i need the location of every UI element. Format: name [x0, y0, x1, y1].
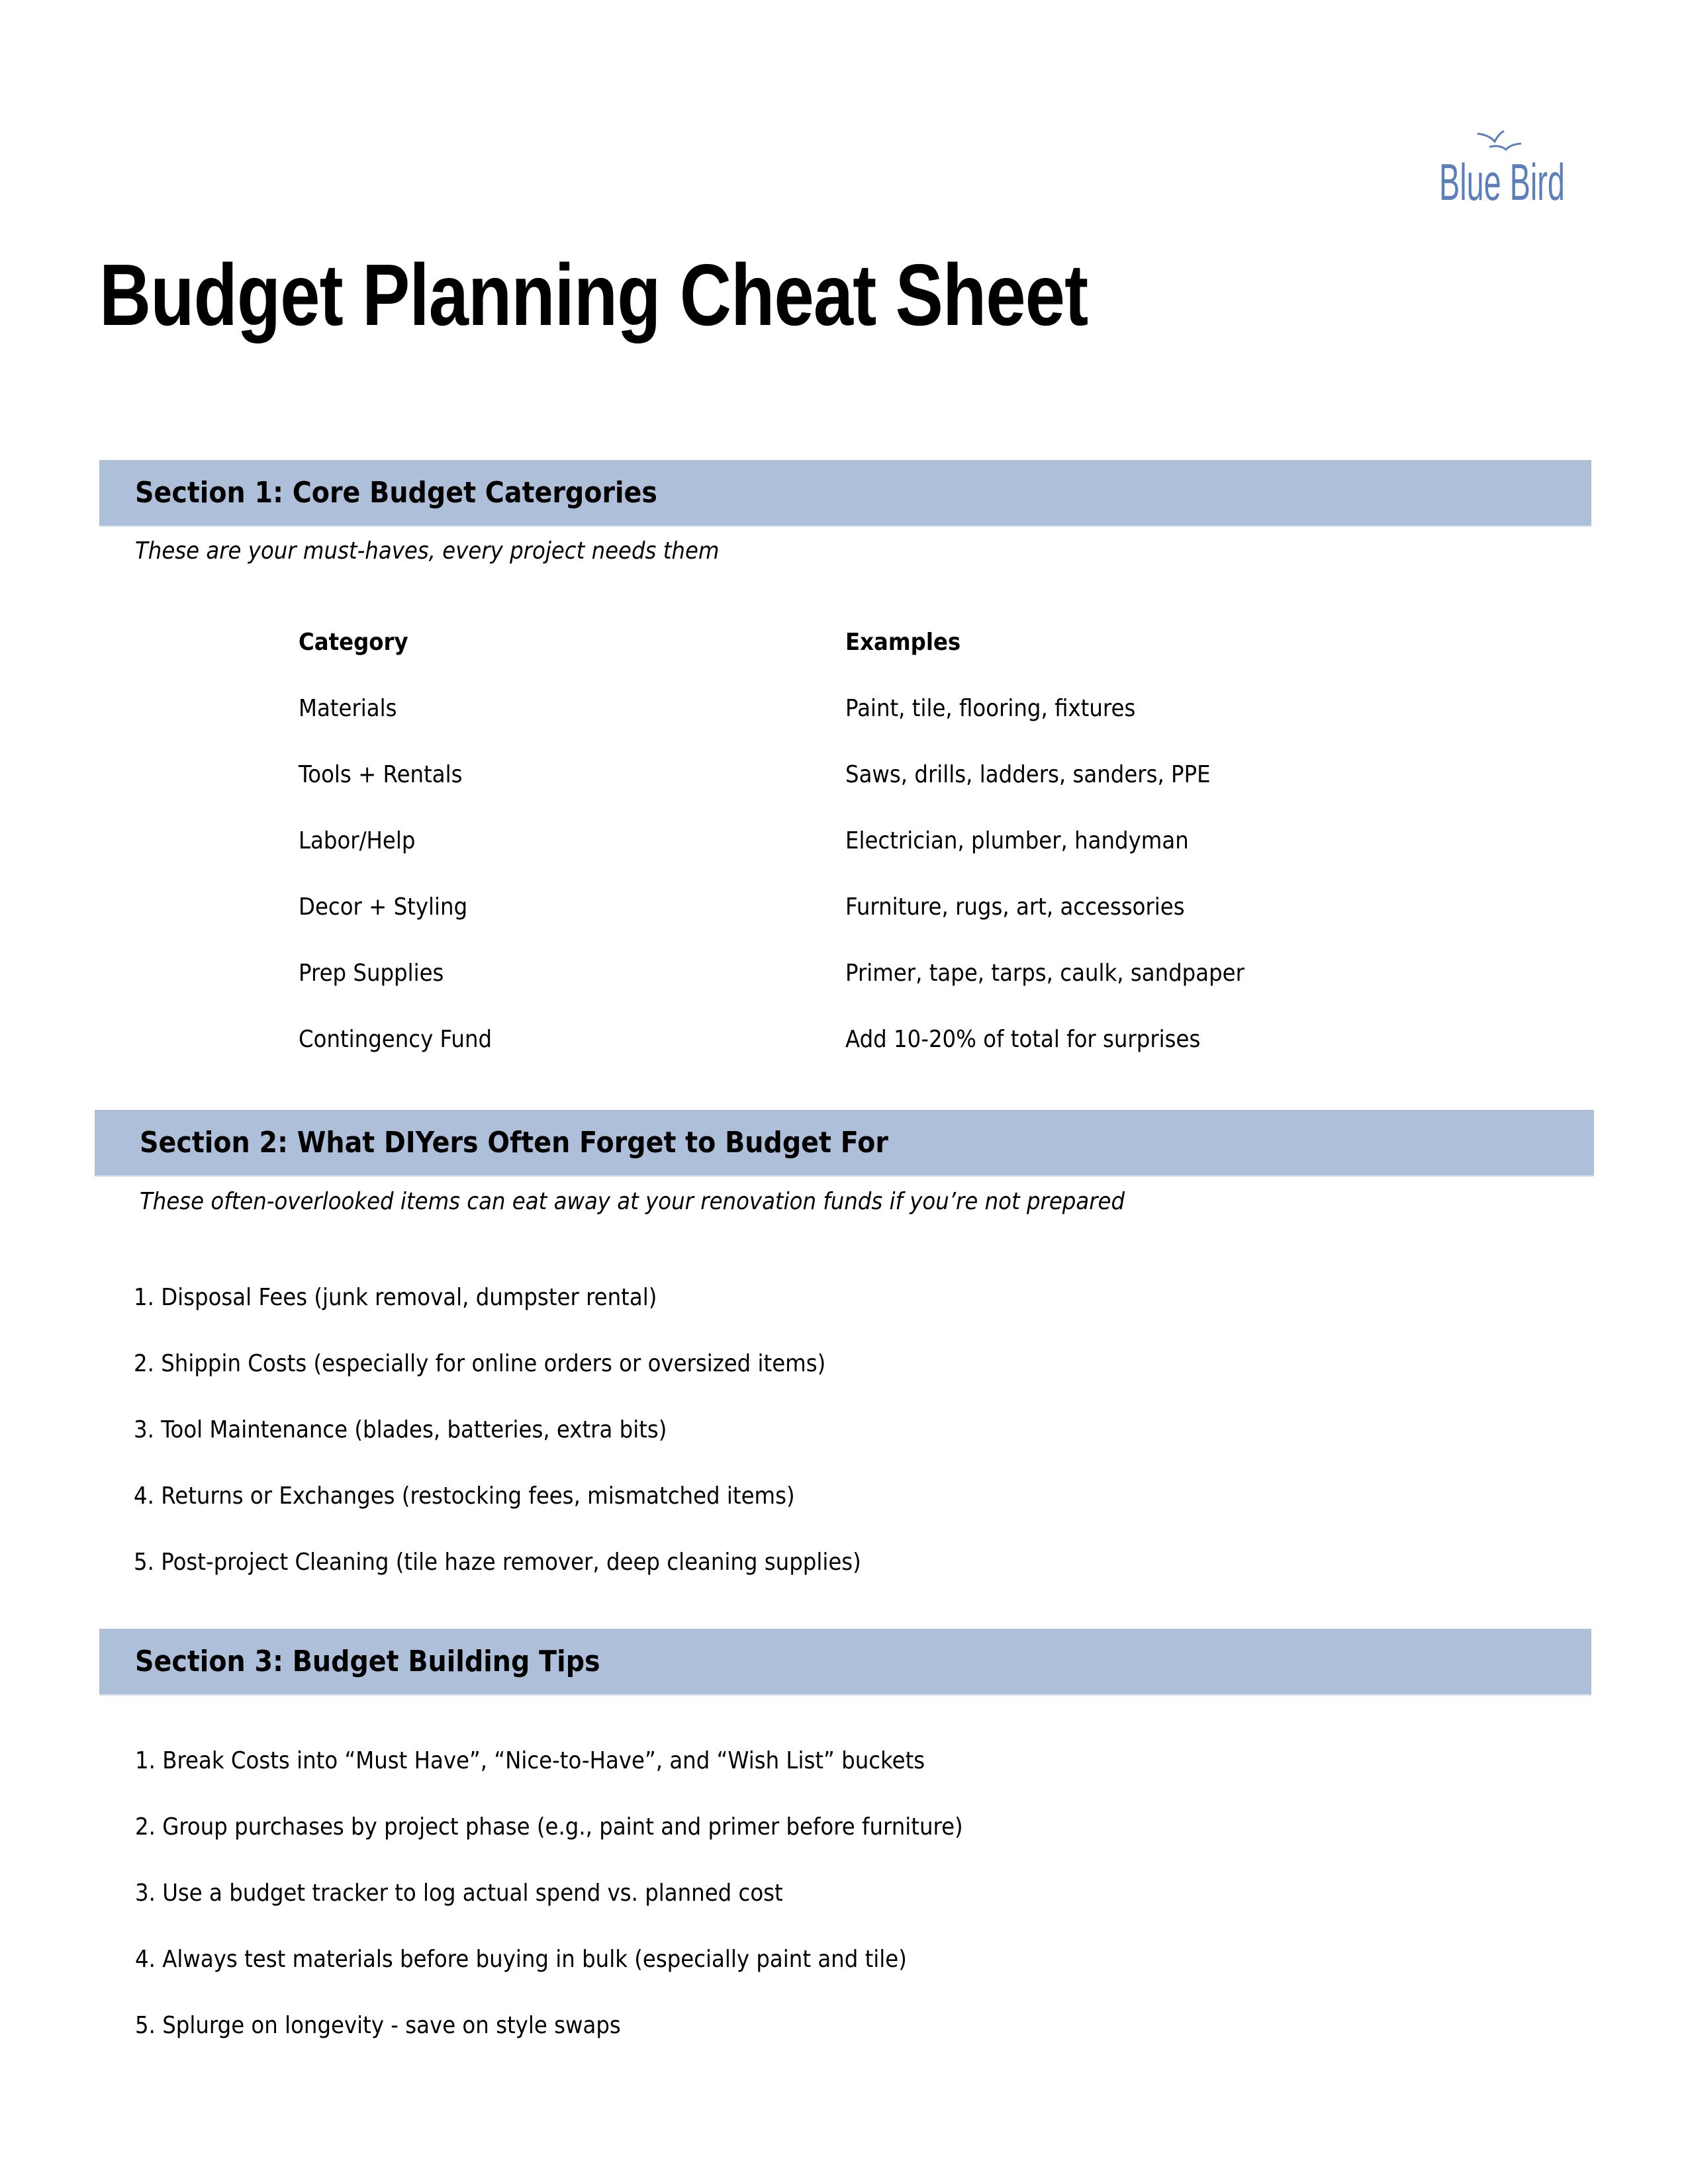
list-item: 3. Use a budget tracker to log actual spend vs. planned cost	[135, 1880, 783, 1907]
list-item: 1. Disposal Fees (junk removal, dumpster rental)	[134, 1284, 657, 1311]
section-2-header	[95, 1110, 1594, 1177]
list-item: 2. Shippin Costs (especially for online orders or oversized items)	[134, 1350, 826, 1377]
table-cell-examples: Add 10-20% of total for surprises	[845, 1026, 1201, 1053]
table-cell-examples: Electrician, plumber, handyman	[845, 827, 1189, 854]
section-1-subtitle: These are your must-haves, every project needs them	[135, 537, 720, 565]
table-cell-category: Decor + Styling	[299, 893, 468, 921]
list-item: 4. Always test materials before buying in bulk (especially paint and tile)	[135, 1946, 907, 1973]
table-cell-examples: Furniture, rugs, art, accessories	[845, 893, 1185, 921]
column-header-category: Category	[299, 629, 408, 656]
table-cell-category: Prep Supplies	[299, 960, 444, 987]
column-header-examples: Examples	[845, 629, 961, 656]
section-1-heading: Section 1: Core Budget Catergories	[135, 476, 657, 510]
list-item: 4. Returns or Exchanges (restocking fees, mismatched items)	[134, 1482, 795, 1510]
list-item: 5. Splurge on longevity - save on style swaps	[135, 2012, 621, 2039]
list-item: 2. Group purchases by project phase (e.g., paint and primer before furniture)	[135, 1813, 963, 1841]
table-cell-examples: Primer, tape, tarps, caulk, sandpaper	[845, 960, 1244, 987]
table-cell-category: Tools + Rentals	[299, 761, 463, 788]
table-cell-examples: Paint, tile, flooring, fixtures	[845, 695, 1136, 722]
table-cell-category: Labor/Help	[299, 827, 416, 854]
page-title: Budget Planning Cheat Sheet	[99, 246, 1088, 343]
list-item: 3. Tool Maintenance (blades, batteries, extra bits)	[134, 1416, 667, 1443]
blue-bird-logo	[1436, 126, 1569, 212]
birds-icon	[1470, 126, 1549, 156]
logo-text: Blue Bird	[1439, 153, 1565, 211]
table-cell-category: Materials	[299, 695, 397, 722]
section-2-heading: Section 2: What DIYers Often Forget to Budget For	[140, 1126, 888, 1160]
table-cell-examples: Saws, drills, ladders, sanders, PPE	[845, 761, 1211, 788]
section-2-subtitle: These often-overlooked items can eat away at your renovation funds if you’re not prepared	[140, 1188, 1125, 1215]
section-1-header	[99, 460, 1591, 527]
list-item: 1. Break Costs into “Must Have”, “Nice-to-Have”, and “Wish List” buckets	[135, 1747, 925, 1774]
table-cell-category: Contingency Fund	[299, 1026, 492, 1053]
list-item: 5. Post-project Cleaning (tile haze remover, deep cleaning supplies)	[134, 1549, 861, 1576]
section-3-header	[99, 1629, 1591, 1696]
section-3-heading: Section 3: Budget Building Tips	[135, 1645, 600, 1678]
